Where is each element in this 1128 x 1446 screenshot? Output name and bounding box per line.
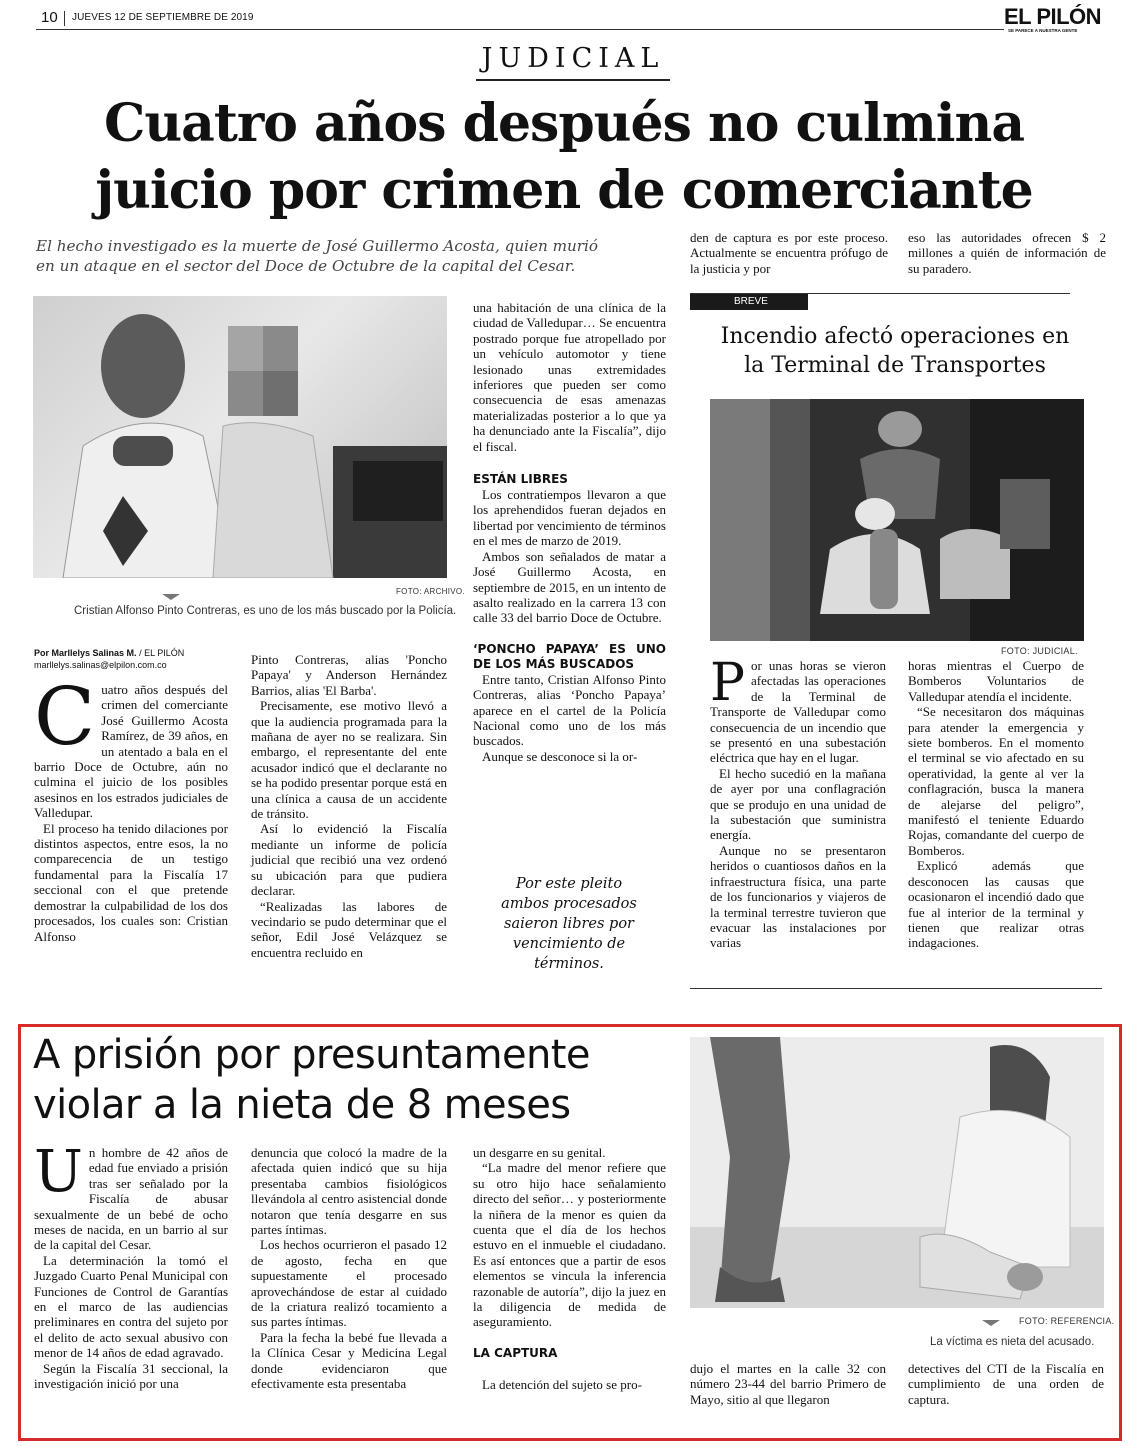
page-date: JUEVES 12 DE SEPTIEMBRE DE 2019 [72, 12, 254, 23]
brief-headline [690, 322, 1100, 380]
second-col2-p2: Los hechos ocurrieron el pasado 12 de agosto, fecha en que supuestamente el procesado aprovechándose de estar al cuidado de la criatura realizó tocamiento a sus partes íntimas. [251, 1237, 447, 1330]
second-headline-line2: violar a la nieta de 8 meses [33, 1082, 571, 1128]
brief-col2 [908, 658, 1084, 951]
second-col1 [34, 1137, 228, 1392]
header-divider [64, 11, 65, 26]
second-headline [33, 1030, 683, 1130]
second-col3-p2: “La madre del menor refiere que su otro hijo hace señalamiento directo del señor… y posteriormente la niñera de la menor es quien da cuenta que el día de los hechos estuvo en el inmueble el ciudadano. Es así entonces que a partir de esos elementos se vincula la inferencia razonable de autoría”, dijo la juez en la diligencia de medida de aseguramiento. [473, 1160, 666, 1330]
second-col2-p3: Para la fecha la bebé fue llevada a la Clínica Cesar y Medicina Legal donde evidenciaron que efectivamente esta presentaba [251, 1329, 447, 1392]
brief-col1-p1: or unas horas se vieron afectadas las operaciones de la Terminal de Transporte de Valledupar como consecuencia de un incendio que se presentó en una subestación eléctrica que hay en el lugar. [710, 658, 886, 766]
main-col3-p1: una habitación de una clínica de la ciudad de Valledupar… Se encuentra postrado porque fue atropellado por un vehículo automotor y tiene lesionado unas extremidades inferiores que pueden ser como consecuencia de esas amenazas materializadas posterior a lo que ya ha denunciado ante la Fiscalía”, dijo el fiscal. [473, 300, 666, 454]
main-col4-text: den de captura es por este proceso. Actualmente se encuentra prófugo de la justicia y por [690, 230, 888, 276]
second-col1-p2: La determinación la tomó el Juzgado Cuarto Penal Municipal con Funciones de Control de Garantías en el marco de las audiencias preliminares en contra del sujeto por el delito de acto sexual abusivo con menor de 14 años de edad agravado. [34, 1252, 228, 1361]
second-caption-pointer-icon [982, 1320, 1000, 1326]
second-col3-p1: un desgarre en su genital. [473, 1145, 606, 1160]
brief-drop-cap: P [710, 653, 745, 713]
newspaper-tagline: SE PARECE A NUESTRA GENTE [1008, 28, 1078, 33]
main-col3-p3: Ambos son señalados de matar a José Guillermo Acosta, en septiembre de 2015, en un intento de asalto realizado en la carrera 13 con calle 33 del barrio Doce de Octubre. [473, 548, 666, 626]
second-col1-p1: n hombre de 42 años de edad fue enviado a prisión tras ser señalado por la Fiscalía de abusar sexualmente de un bebé de ocho meses de nacida, en un barrio al sur de la capital del Cesar. [34, 1145, 228, 1253]
caption-pointer-icon [162, 594, 180, 600]
main-col1-p2: El proceso ha tenido dilaciones por distintos aspectos, entre esos, la no comparecencia de un testigo fundamental para la Fiscalía 17 seccional con el que pretende demostrar la culpabilidad de los dos procesados, los cuales son: Cristian Alfonso [34, 820, 228, 944]
main-photo-credit: FOTO: ARCHIVO. [396, 587, 465, 596]
main-deck [36, 236, 676, 276]
byline-email: marllelys.salinas@elpilon.com.co [34, 660, 167, 670]
main-col5-text: eso las autoridades ofrecen $ 2 millones a quién de información de su paradero. [908, 230, 1106, 276]
second-photo-image [690, 1037, 1104, 1308]
main-headline-line1: Cuatro años después no culmina [103, 93, 1025, 154]
page-header [0, 0, 1128, 36]
second-col3 [473, 1145, 666, 1392]
brief-photo [710, 399, 1084, 641]
main-col3-p2: Los contratiempos llevaron a que los aprehendidos fueran dejados en libertad por vencimiento de términos en el mes de marzo de 2019. [473, 487, 666, 549]
header-rule [36, 29, 1004, 30]
brief-col1-p2: El hecho sucedió en la mañana de ayer por una conflagración que se produjo en una unidad de la subestación que suministra energía. [710, 765, 886, 843]
main-deck-line2: en un ataque en el sector del Doce de Octubre de la capital del Cesar. [36, 257, 576, 275]
second-col2 [251, 1145, 447, 1392]
second-photo-caption: La víctima es nieta del acusado. [930, 1336, 1095, 1348]
main-headline-line2: juicio por crimen de comerciante [95, 160, 1033, 221]
main-col5-top [908, 230, 1106, 276]
main-col2-p3: Así lo evidenció la Fiscalía mediante un informe de policía judicial que recibió una vez ordenó su ubicación para que pudiera declarar. [251, 821, 447, 899]
main-photo-caption: Cristian Alfonso Pinto Contreras, es uno de los más buscado por la Policía. [74, 605, 457, 617]
second-col5-p1: detectives del CTI de la Fiscalía en cumplimiento de una orden de captura. [908, 1361, 1104, 1407]
second-headline-line1: A prisión por presuntamente [33, 1032, 590, 1078]
subhead-la-captura: LA CAPTURA [473, 1345, 558, 1360]
brief-col2-p1: horas mientras el Cuerpo de Bomberos Voluntarios de Valledupar atendía el incidente. [908, 658, 1084, 704]
subhead-poncho-papaya: ‘PONCHO PAPAYA’ ES UNO DE LOS MÁS BUSCADOS [473, 641, 666, 671]
second-col4-p1: dujo el martes en la calle 32 con número 23-44 del barrio Primero de Mayo, sitio al que llegaron [690, 1361, 886, 1407]
main-col3-p4: Entre tanto, Cristian Alfonso Pinto Contreras, alias ‘Poncho Papaya’ aparece en el cartel de la Policía Nacional como uno de los más buscados. [473, 671, 666, 749]
brief-col1-p3: Aunque no se presentaron heridos o cuantiosos daños en la infraestructura física, una parte de los funcionarios y viajeros de la terminal terrestre tuvieron que evacuar las instalaciones por varias [710, 842, 886, 951]
main-col1-p1: uatro años después del crimen del comerciante José Guillermo Acosta Ramírez, de 39 años, en un atentado a bala en el barrio Doce de Octubre, aún no culmina el juicio de los posibles asesinos en los estrados judiciales de Valledupar. [34, 682, 228, 821]
main-col4-top [690, 230, 888, 276]
second-drop-cap: U [34, 1137, 83, 1205]
section-label: JUDICIAL [481, 43, 665, 74]
main-col3-p5: Aunque se desconoce si la or- [482, 748, 638, 764]
main-col2-p1: Pinto Contreras, alias 'Poncho Papaya' y Anderson Hernández Barrios, alias 'El Barba'. [251, 652, 447, 698]
main-drop-cap: C [34, 670, 96, 763]
page-number: 10 [41, 9, 58, 26]
brief-headline-line1: Incendio afectó operaciones en [720, 324, 1070, 349]
main-deck-line1: El hecho investigado es la muerte de José Guillermo Acosta, quien murió [36, 237, 599, 255]
subhead-estan-libres: ESTÁN LIBRES [473, 472, 568, 487]
main-headline [30, 90, 1098, 224]
main-col2 [251, 652, 447, 960]
brief-col2-p3: Explicó además que desconocen las causas que ocasionaron el incendió dado que fue al interior de la terminal y tienen que realizar otras indagaciones. [908, 858, 1084, 951]
second-col5 [908, 1361, 1104, 1407]
brief-photo-image [710, 399, 1084, 641]
pull-quote: Por este pleito ambos procesados saieron libres por vencimiento de términos. [501, 876, 637, 972]
main-col2-p2: Precisamente, ese motivo llevó a que la audiencia programada para la mañana de ayer no se realizara. Sin embargo, el representante del ente acusador indicó que el declarante no se ha podido presentar porque está en una clínica a causa de un accidente de tránsito. [251, 698, 447, 822]
main-col3 [473, 300, 666, 764]
second-col2-p1: denuncia que colocó la madre de la afectada quien indicó que su hija presentaba cambios fisiológicos llevándola al centro asistencial donde notaron que tenía desgarre en sus partes íntimas. [251, 1145, 447, 1238]
section-underline [476, 79, 670, 81]
second-photo [690, 1037, 1104, 1308]
byline-outlet: / EL PILÓN [139, 648, 185, 658]
second-col4 [690, 1361, 886, 1407]
byline-author: Por Marllelys Salinas M. [34, 648, 137, 658]
brief-col2-p2: “Se necesitaron dos máquinas para atender la emergencia y siete bomberos. En el momento el terminal se vio afectado en su operatividad, la gente al ver la conflagración, busca la manera de alejarse del peligro”, manifestó el teniente Eduardo Rojas, comandante del cuerpo de Bomberos. [908, 704, 1084, 858]
main-col1 [34, 670, 228, 944]
brief-col1 [710, 653, 886, 951]
second-photo-credit: FOTO: REFERENCIA. [1019, 1316, 1115, 1326]
main-photo-image [33, 296, 447, 578]
main-photo [33, 296, 447, 578]
main-col2-p4: “Realizadas las labores de vecindario se pudo determinar que el señor, Edil José Velázquez se encuentra recluido en [251, 898, 447, 960]
brief-headline-line2: la Terminal de Transportes [744, 353, 1046, 378]
brief-tag-label: BREVE [734, 296, 768, 307]
second-col1-p3: Según la Fiscalía 31 seccional, la investigación inició por una [34, 1360, 228, 1392]
newspaper-logo: EL PILÓN [1004, 4, 1102, 29]
byline [34, 647, 184, 671]
brief-bottom-rule [690, 988, 1102, 989]
second-col3-p3: La detención del sujeto se pro- [482, 1376, 642, 1392]
brief-photo-credit: FOTO: JUDICIAL. [1001, 646, 1078, 656]
